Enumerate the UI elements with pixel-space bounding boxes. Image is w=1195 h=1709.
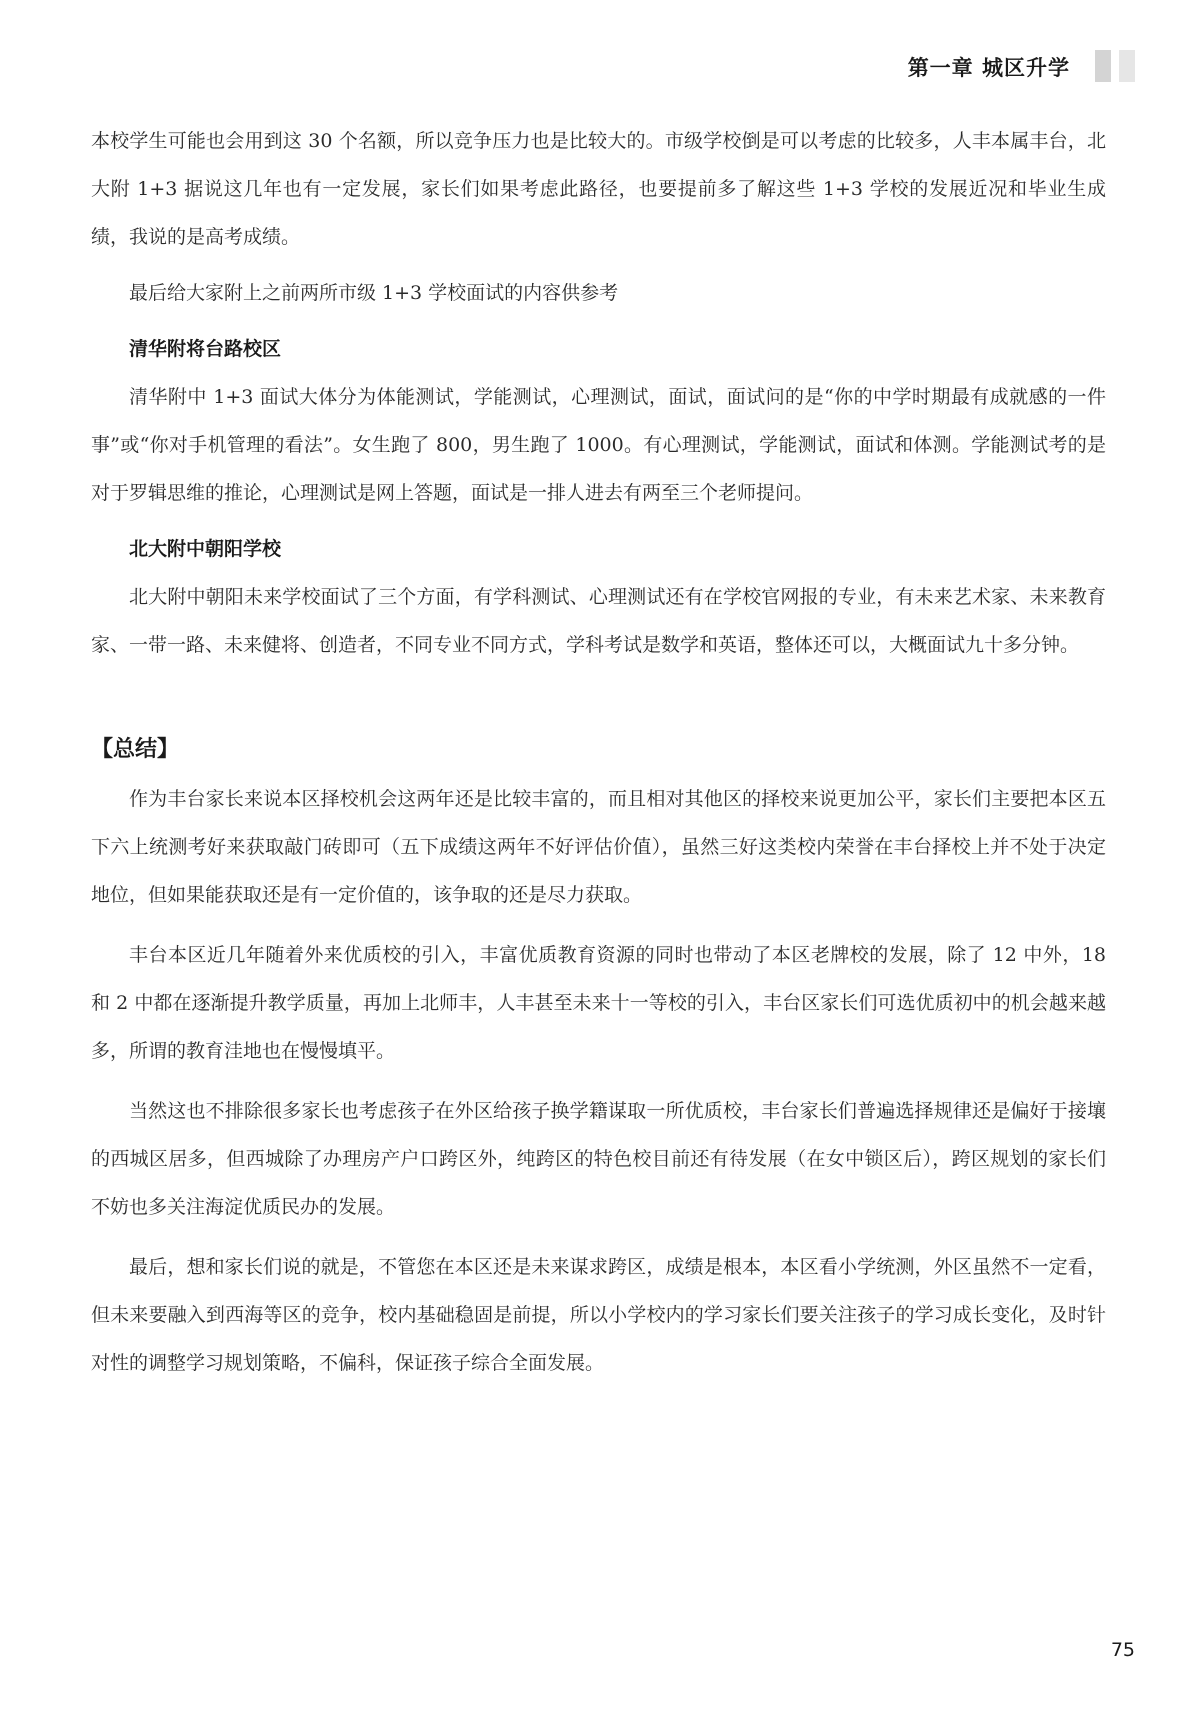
subsection-heading: 清华附将台路校区	[129, 338, 282, 360]
chapter-marker-bars	[1095, 50, 1135, 82]
paragraph: 作为丰台家长来说本区择校机会这两年还是比较丰富的，而且相对其他区的择校来说更加公平，家长们主要把本区五下六上统测考好来获取敲门砖即可（五下成绩这两年不好评估价值），虽然三好这类校内荣誉在丰台择校上并不处于决定地位，但如果能获取还是有一定价值的，该争取的还是尽力获取。	[91, 788, 1106, 906]
page-number: 75	[1110, 1639, 1135, 1661]
paragraph: 最后给大家附上之前两所市级 1+3 学校面试的内容供参考	[129, 282, 619, 304]
chapter-marker-bar	[1095, 50, 1111, 82]
chapter-title: 第一章 城区升学	[907, 56, 1070, 80]
paragraph: 最后，想和家长们说的就是，不管您在本区还是未来谋求跨区，成绩是根本，本区看小学统测，外区虽然不一定看，但未来要融入到西海等区的竞争，校内基础稳固是前提，所以小学校内的学习家长们要关注孩子的学习成长变化，及时针对性的调整学习规划策略，不偏科，保证孩子综合全面发展。	[91, 1256, 1106, 1374]
paragraph: 丰台本区近几年随着外来优质校的引入，丰富优质教育资源的同时也带动了本区老牌校的发展，除了 12 中外，18 和 2 中都在逐渐提升教学质量，再加上北师丰，人丰甚至未来十一等校的引入，丰台区家长们可选优质初中的机会越来越多，所谓的教育洼地也在慢慢填平。	[91, 944, 1106, 1062]
paragraph: 当然这也不排除很多家长也考虑孩子在外区给孩子换学籍谋取一所优质校，丰台家长们普遍选择规律还是偏好于接壤的西城区居多，但西城除了办理房产户口跨区外，纯跨区的特色校目前还有待发展（在女中锁区后），跨区规划的家长们不妨也多关注海淀优质民办的发展。	[91, 1100, 1106, 1218]
page-content	[91, 117, 1106, 1387]
section-heading: 【总结】	[91, 737, 180, 762]
paragraph: 清华附中 1+3 面试大体分为体能测试，学能测试，心理测试，面试，面试问的是“你的中学时期最有成就感的一件事”或“你对手机管理的看法”。女生跑了 800，男生跑了 1000。有心理测试，学能测试，面试和体测。学能测试考的是对于罗辑思维的推论，心理测试是网上答题，面试是一排人进去有两至三个老师提问。	[91, 386, 1106, 504]
paragraph: 北大附中朝阳未来学校面试了三个方面，有学科测试、心理测试还有在学校官网报的专业，有未来艺术家、未来教育家、一带一路、未来健将、创造者，不同专业不同方式，学科考试是数学和英语，整体还可以，大概面试九十多分钟。	[91, 586, 1106, 656]
chapter-marker-bar	[1119, 50, 1135, 82]
subsection-heading: 北大附中朝阳学校	[129, 538, 282, 560]
paragraph: 本校学生可能也会用到这 30 个名额，所以竞争压力也是比较大的。市级学校倒是可以考虑的比较多，人丰本属丰台，北大附 1+3 据说这几年也有一定发展，家长们如果考虑此路径，也要提前多了解这些 1+3 学校的发展近况和毕业生成绩，我说的是高考成绩。	[91, 130, 1106, 248]
